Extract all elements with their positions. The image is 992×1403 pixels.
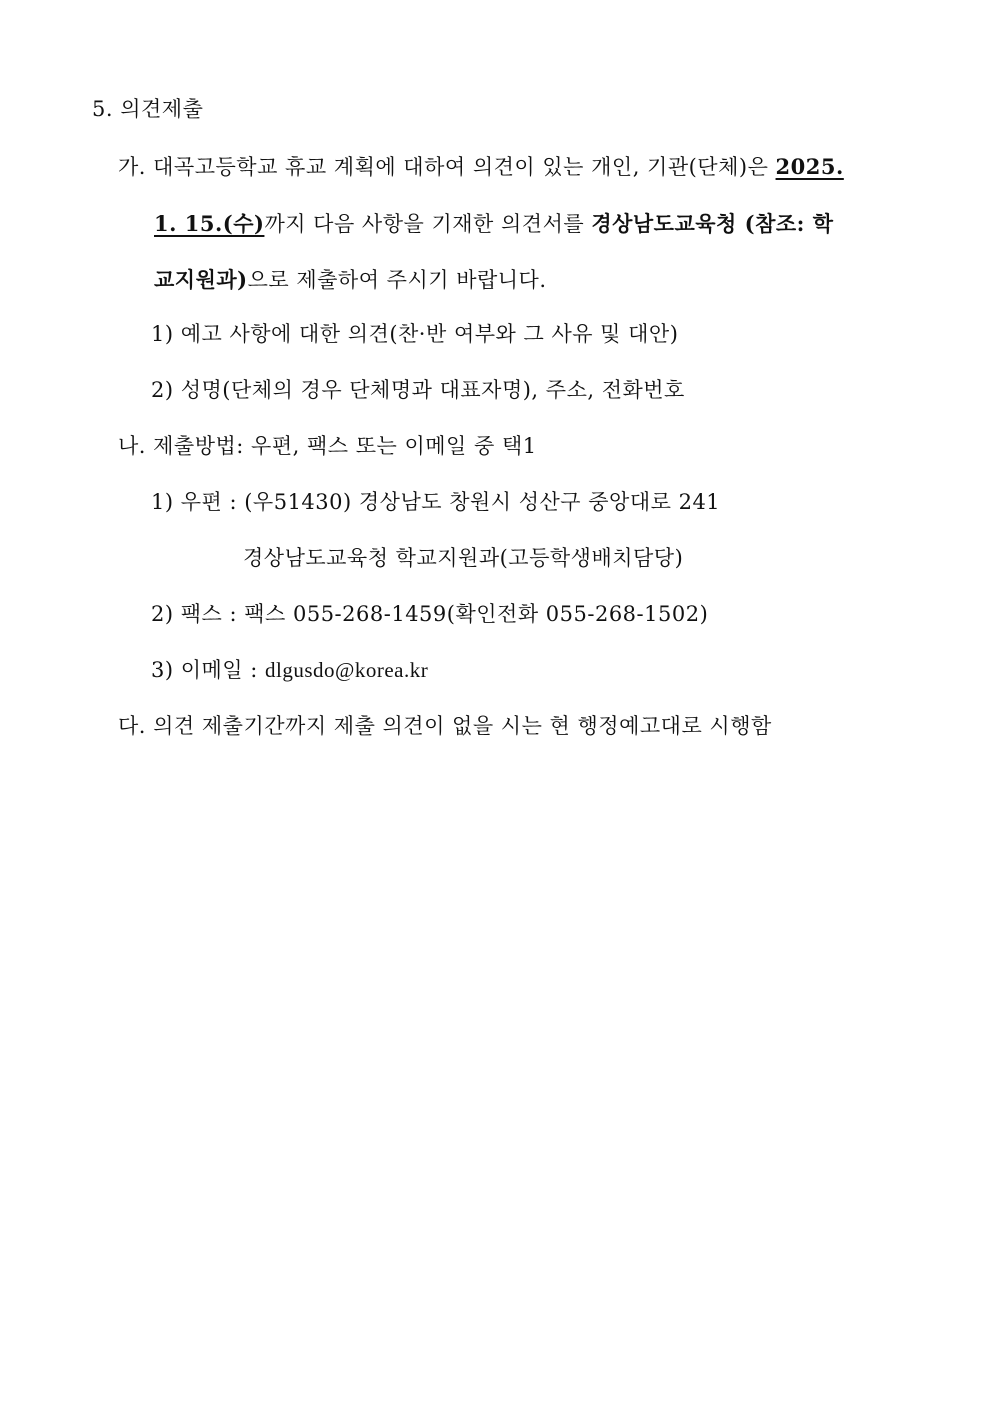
item-ga-line1	[118, 151, 844, 181]
item-ga-line2	[154, 208, 834, 238]
submission-org: 경상남도교육청 (참조: 학	[591, 211, 834, 236]
item-da-text: 의견 제출기간까지 제출 의견이 없을 시는 현 행정예고대로 시행함	[153, 714, 772, 738]
item-na-sub2: 2) 팩스 : 팩스 055-268-1459(확인전화 055-268-1502)	[151, 602, 709, 626]
item-na-text: 제출방법: 우편, 팩스 또는 이메일 중 택1	[153, 434, 537, 458]
item-na-marker: 나.	[118, 434, 154, 458]
section-heading: 5. 의견제출	[92, 97, 204, 121]
item-ga-text-cont: 까지 다음 사항을 기재한 의견서를	[264, 212, 592, 236]
item-na	[118, 430, 537, 460]
item-da	[118, 710, 772, 740]
email-address[interactable]: dlgusdo@korea.kr	[265, 658, 429, 682]
item-da-marker: 다.	[118, 714, 154, 738]
item-ga-sub2: 2) 성명(단체의 경우 단체명과 대표자명), 주소, 전화번호	[151, 378, 685, 402]
item-ga-marker: 가.	[118, 155, 154, 179]
submission-org-cont: 교지원과)	[154, 267, 248, 292]
deadline-date-part1: 2025.	[775, 154, 844, 179]
item-na-sub1-cont: 경상남도교육청 학교지원과(고등학생배치담당)	[243, 546, 684, 570]
item-ga-line3	[154, 264, 547, 294]
item-na-sub1: 1) 우편 : (우51430) 경상남도 창원시 성산구 중앙대로 241	[151, 490, 721, 514]
email-label: 3) 이메일 :	[151, 658, 266, 682]
item-ga-text: 대곡고등학교 휴교 계획에 대하여 의견이 있는 개인, 기관(단체)은	[153, 155, 776, 179]
item-ga-sub1: 1) 예고 사항에 대한 의견(찬·반 여부와 그 사유 및 대안)	[151, 322, 679, 346]
item-na-sub3	[151, 654, 428, 684]
item-ga-text-end: 으로 제출하여 주시기 바랍니다.	[247, 268, 547, 292]
deadline-date-part2: 1. 15.(수)	[154, 211, 265, 236]
